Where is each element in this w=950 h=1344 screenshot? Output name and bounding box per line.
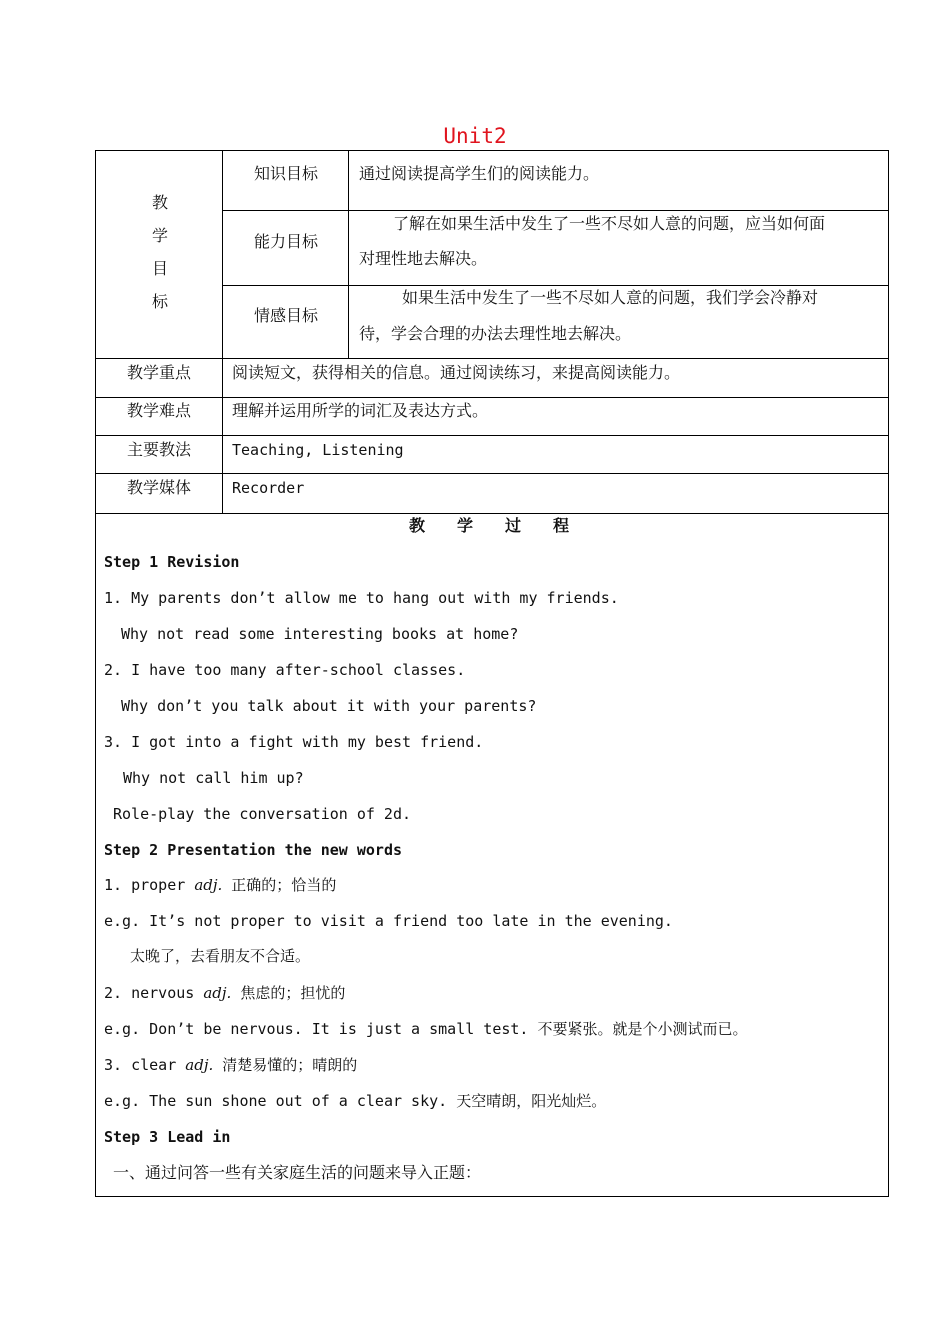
vocab-pos: adj.: [203, 984, 232, 1002]
grid-line: [95, 513, 889, 514]
process-heading: 教 学 过 程: [409, 516, 570, 535]
vocab-pos: adj.: [194, 876, 223, 894]
vocab-meaning: 正确的；恰当的: [222, 876, 337, 894]
grid-line: [95, 473, 889, 474]
process-line: Why not read some interesting books at home?: [121, 625, 519, 643]
step-heading: Step 3 Lead in: [104, 1128, 231, 1146]
vocab-word: 1. proper: [104, 876, 195, 894]
example-sentence: e.g. The sun shone out of a clear sky. 天空晴朗，阳光灿烂。: [104, 1092, 607, 1110]
goal-text: 了解在如果生活中发生了一些不尽如人意的问题，应当如何面: [393, 214, 826, 233]
grid-line: [95, 397, 889, 398]
process-line: 一、通过问答一些有关家庭生活的问题来导入正题：: [113, 1163, 482, 1182]
info-value: 理解并运用所学的词汇及表达方式。: [232, 401, 489, 420]
grid-line: [222, 150, 223, 513]
example-sentence: e.g. Don’t be nervous. It is just a small test. 不要紧张。就是个小测试而已。: [104, 1020, 748, 1038]
process-line: 3. I got into a fight with my best friend.: [104, 733, 484, 751]
example-translation: 太晚了，去看朋友不合适。: [130, 947, 311, 965]
vocab-entry: [104, 983, 345, 1003]
grid-line: [222, 285, 889, 286]
vocab-meaning: 焦虑的；担忧的: [231, 984, 346, 1002]
goals-header-char: 标: [151, 292, 168, 311]
goal-text: 待，学会合理的办法去理性地去解决。: [359, 324, 632, 343]
grid-line: [222, 210, 889, 211]
goals-header-char: 教: [151, 193, 168, 212]
info-label: 主要教法: [127, 440, 192, 459]
document-title: Unit2: [443, 124, 507, 148]
step-heading: Step 2 Presentation the new words: [104, 841, 403, 859]
goals-header-char: 目: [151, 259, 168, 278]
vocab-meaning: 清楚易懂的；晴朗的: [213, 1056, 358, 1074]
grid-line: [95, 358, 889, 359]
goal-text: 通过阅读提高学生们的阅读能力。: [359, 164, 600, 183]
goals-header-char: 学: [151, 226, 168, 245]
example-sentence: e.g. It’s not proper to visit a friend too late in the evening.: [104, 912, 673, 930]
grid-line: [348, 150, 349, 358]
goal-label: 情感目标: [254, 306, 319, 325]
process-line: Why don’t you talk about it with your parents?: [121, 697, 537, 715]
goal-label: 知识目标: [254, 164, 319, 183]
step-heading: Step 1 Revision: [104, 553, 240, 571]
goal-text: 对理性地去解决。: [359, 249, 488, 268]
info-label: 教学重点: [127, 363, 192, 382]
process-line: 1. My parents don’t allow me to hang out with my friends.: [104, 589, 619, 607]
info-label: 教学媒体: [127, 478, 192, 497]
goal-label: 能力目标: [254, 232, 319, 251]
grid-line: [95, 435, 889, 436]
vocab-pos: adj.: [185, 1056, 214, 1074]
vocab-word: 3. clear: [104, 1056, 186, 1074]
process-line: Why not call him up?: [123, 769, 304, 787]
info-value: Recorder: [232, 479, 305, 497]
vocab-entry: [104, 1055, 357, 1075]
vocab-entry: [104, 875, 336, 895]
info-value: 阅读短文，获得相关的信息。通过阅读练习，来提高阅读能力。: [232, 363, 681, 382]
goal-text: 如果生活中发生了一些不尽如人意的问题，我们学会冷静对: [402, 288, 819, 307]
info-label: 教学难点: [127, 401, 192, 420]
info-value: Teaching, Listening: [232, 441, 404, 459]
process-line: Role-play the conversation of 2d.: [113, 805, 412, 823]
process-line: 2. I have too many after-school classes.: [104, 661, 466, 679]
vocab-word: 2. nervous: [104, 984, 204, 1002]
